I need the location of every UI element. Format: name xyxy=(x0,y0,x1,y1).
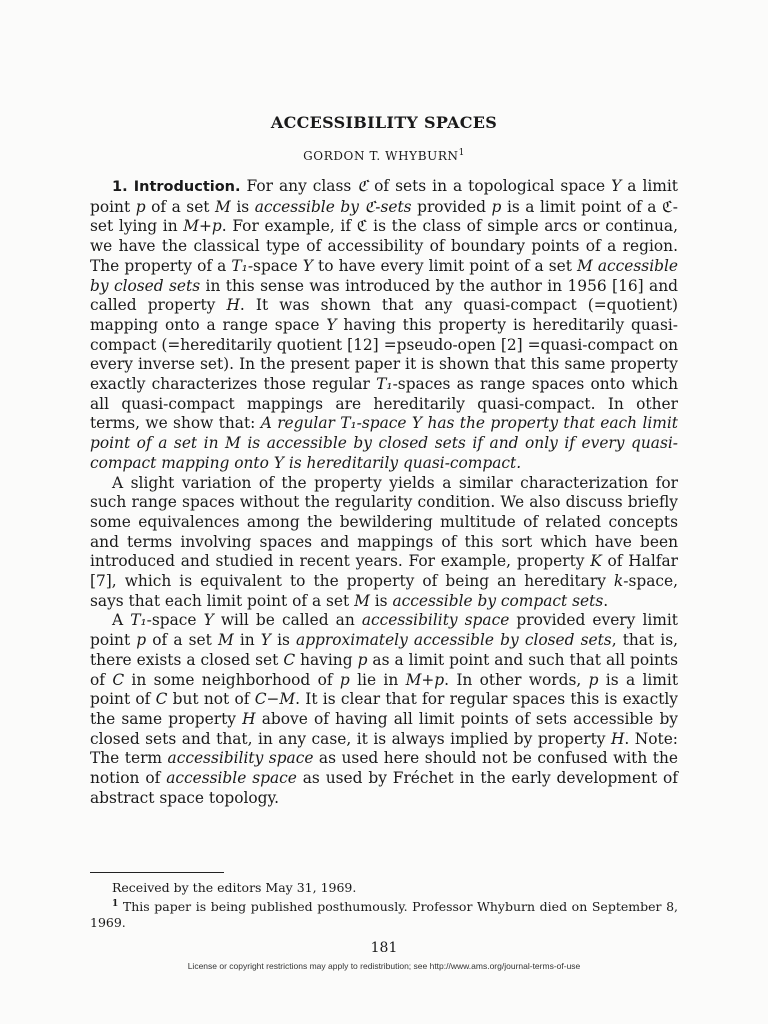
text-run: provided xyxy=(411,197,492,216)
text-run: as a limit point and such that all points of xyxy=(90,650,679,689)
author-line xyxy=(0,148,768,163)
italic-run: C xyxy=(283,650,296,669)
footnote-text: This paper is being published posthumously. Professor Whyburn died on September 8, 1969. xyxy=(90,899,678,931)
italic-run: T₁ xyxy=(130,611,147,630)
text-run: of Halfar [7], which is equivalent to the property of being an hereditary xyxy=(90,552,679,591)
text-run: in some neighborhood of xyxy=(124,670,340,689)
paragraph-content xyxy=(90,474,678,610)
text-run: as used here should not be confused with the notion of xyxy=(90,749,678,788)
text-run: -spaces as range spaces onto which all quasi-compact mappings are hereditarily quasi-compact. In other terms, we show that: xyxy=(90,375,678,433)
italic-run: p xyxy=(588,670,599,689)
italic-run: C−M xyxy=(254,690,296,709)
text-run: A xyxy=(112,611,131,630)
text-run: -space xyxy=(247,256,303,275)
italic-run: accessible by closed sets xyxy=(90,256,678,295)
text-run: to have every limit point of a set xyxy=(312,256,578,275)
text-run: -space xyxy=(146,611,204,630)
received-note: Received by the editors May 31, 1969. xyxy=(112,880,357,895)
italic-run: A regular T₁-space Y has the property that each limit point of a set in M is accessible by closed sets if and only if every quasi-compact mapping onto Y is hereditarily quasi-compact. xyxy=(90,414,678,472)
text-run: , that is, there exists a closed set xyxy=(90,631,679,669)
italic-run: Y xyxy=(260,631,271,650)
italic-run: accessible space xyxy=(166,769,297,788)
page-number: 181 xyxy=(370,940,398,956)
paragraph xyxy=(90,177,678,474)
paragraph-content xyxy=(90,611,678,806)
text-run: having xyxy=(295,650,358,669)
italic-run: H xyxy=(242,709,256,728)
footnotes xyxy=(90,880,678,931)
italic-run: Y xyxy=(203,611,214,630)
italic-run: p xyxy=(135,197,146,216)
italic-run: M xyxy=(215,197,231,216)
italic-run: M+p xyxy=(405,670,445,689)
footnote-rule xyxy=(90,872,224,873)
italic-run: K xyxy=(590,552,602,571)
italic-run: M+p xyxy=(183,217,222,236)
author-name: GORDON T. WHYBURN xyxy=(303,149,459,163)
text-run: is xyxy=(270,631,297,650)
italic-run: H xyxy=(610,729,625,748)
italic-run: p xyxy=(491,197,502,216)
paper-title: ACCESSIBILITY SPACES xyxy=(270,113,498,132)
text-run: is a limit point of a ℭ-set lying in xyxy=(90,197,679,236)
text-run: in this sense was introduced by the author in 1956 [16] and called property xyxy=(90,276,678,315)
author-footnote-mark: 1 xyxy=(458,148,465,158)
italic-run: Y xyxy=(302,256,313,275)
text-run: is xyxy=(369,591,393,610)
text-run: in xyxy=(233,631,261,650)
italic-run: Y xyxy=(611,177,622,195)
license-notice: License or copyright restrictions may apply to redistribution; see http://www.ams.org/journal-terms-of-use xyxy=(187,961,581,971)
section-heading: 1. Introduction. xyxy=(112,179,241,195)
text-run: For any class xyxy=(240,177,358,195)
paragraph-content xyxy=(90,177,678,472)
text-run: . In other words, xyxy=(444,670,589,689)
footnote-mark: 1 xyxy=(112,899,119,909)
italic-run: M xyxy=(217,631,234,650)
paragraph xyxy=(90,474,678,612)
text-run: of a set xyxy=(145,197,216,216)
italic-run: k xyxy=(613,572,624,591)
text-run: will be called an xyxy=(213,611,362,630)
italic-run: Y xyxy=(326,315,337,334)
text-run: . xyxy=(603,591,609,610)
text-run: lie in xyxy=(349,670,406,689)
text-run: as used by Fréchet in the early development of abstract space topology. xyxy=(90,769,678,807)
italic-run: M xyxy=(577,256,593,275)
text-run: is a limit point of xyxy=(90,670,678,709)
italic-run: T₁ xyxy=(231,256,248,275)
italic-run: p xyxy=(339,670,350,689)
text-run: a limit point xyxy=(90,177,678,216)
text-run: . For example, if ℭ is the class of simple arcs or continua, we have the classical type of accessibility of boundary points of a region. The property of a xyxy=(90,217,678,275)
text-run: above of having all limit points of sets accessible by closed sets and that, in any case, it is always implied by property xyxy=(90,709,678,748)
text-run: . It is clear that for regular spaces this is exactly the same property xyxy=(90,690,678,728)
italic-run: ℭ xyxy=(357,177,369,195)
italic-run: p xyxy=(136,631,147,650)
italic-run: C xyxy=(155,690,168,709)
italic-run: T₁ xyxy=(376,375,393,394)
text-run: of a set xyxy=(146,631,218,650)
italic-run: p xyxy=(357,650,368,669)
italic-run: M xyxy=(354,591,370,610)
text-run: having this property is hereditarily quasi-compact (=hereditarily quotient [12] =pseudo-open [2] =quasi-compact on every inverse set). In the present paper it is shown that this same property exactly characterizes those regular xyxy=(90,315,678,394)
text-run: is xyxy=(230,197,255,216)
text-run: but not of xyxy=(167,690,255,709)
italic-run: C xyxy=(112,670,125,689)
italic-run: H xyxy=(226,296,240,315)
body-text xyxy=(90,177,678,809)
text-run: A slight variation of the property yields a similar characterization for such range spaces without the regularity condition. We also discuss briefly some equivalences among the bewildering multitude of related concepts and terms involving spaces and mappings of this sort which have been introduced and studied in recent years. For example, property xyxy=(90,473,678,571)
italic-run: accessibility space xyxy=(167,749,314,768)
text-run: -space, says that each limit point of a set xyxy=(90,572,678,610)
footnote-1 xyxy=(90,896,678,931)
text-run: of sets in a topological space xyxy=(368,177,612,195)
italic-run: accessible by compact sets xyxy=(392,591,604,610)
italic-run: accessible by ℭ-sets xyxy=(254,197,412,216)
text-run: . Note: The term xyxy=(90,729,678,768)
paragraph xyxy=(90,611,678,808)
text-run: . It was shown that any quasi-compact (=quotient) mapping onto a range space xyxy=(90,296,679,334)
text-run: provided every limit point xyxy=(90,611,678,650)
italic-run: accessibility space xyxy=(361,611,510,630)
italic-run: approximately accessible by closed sets xyxy=(296,631,612,650)
